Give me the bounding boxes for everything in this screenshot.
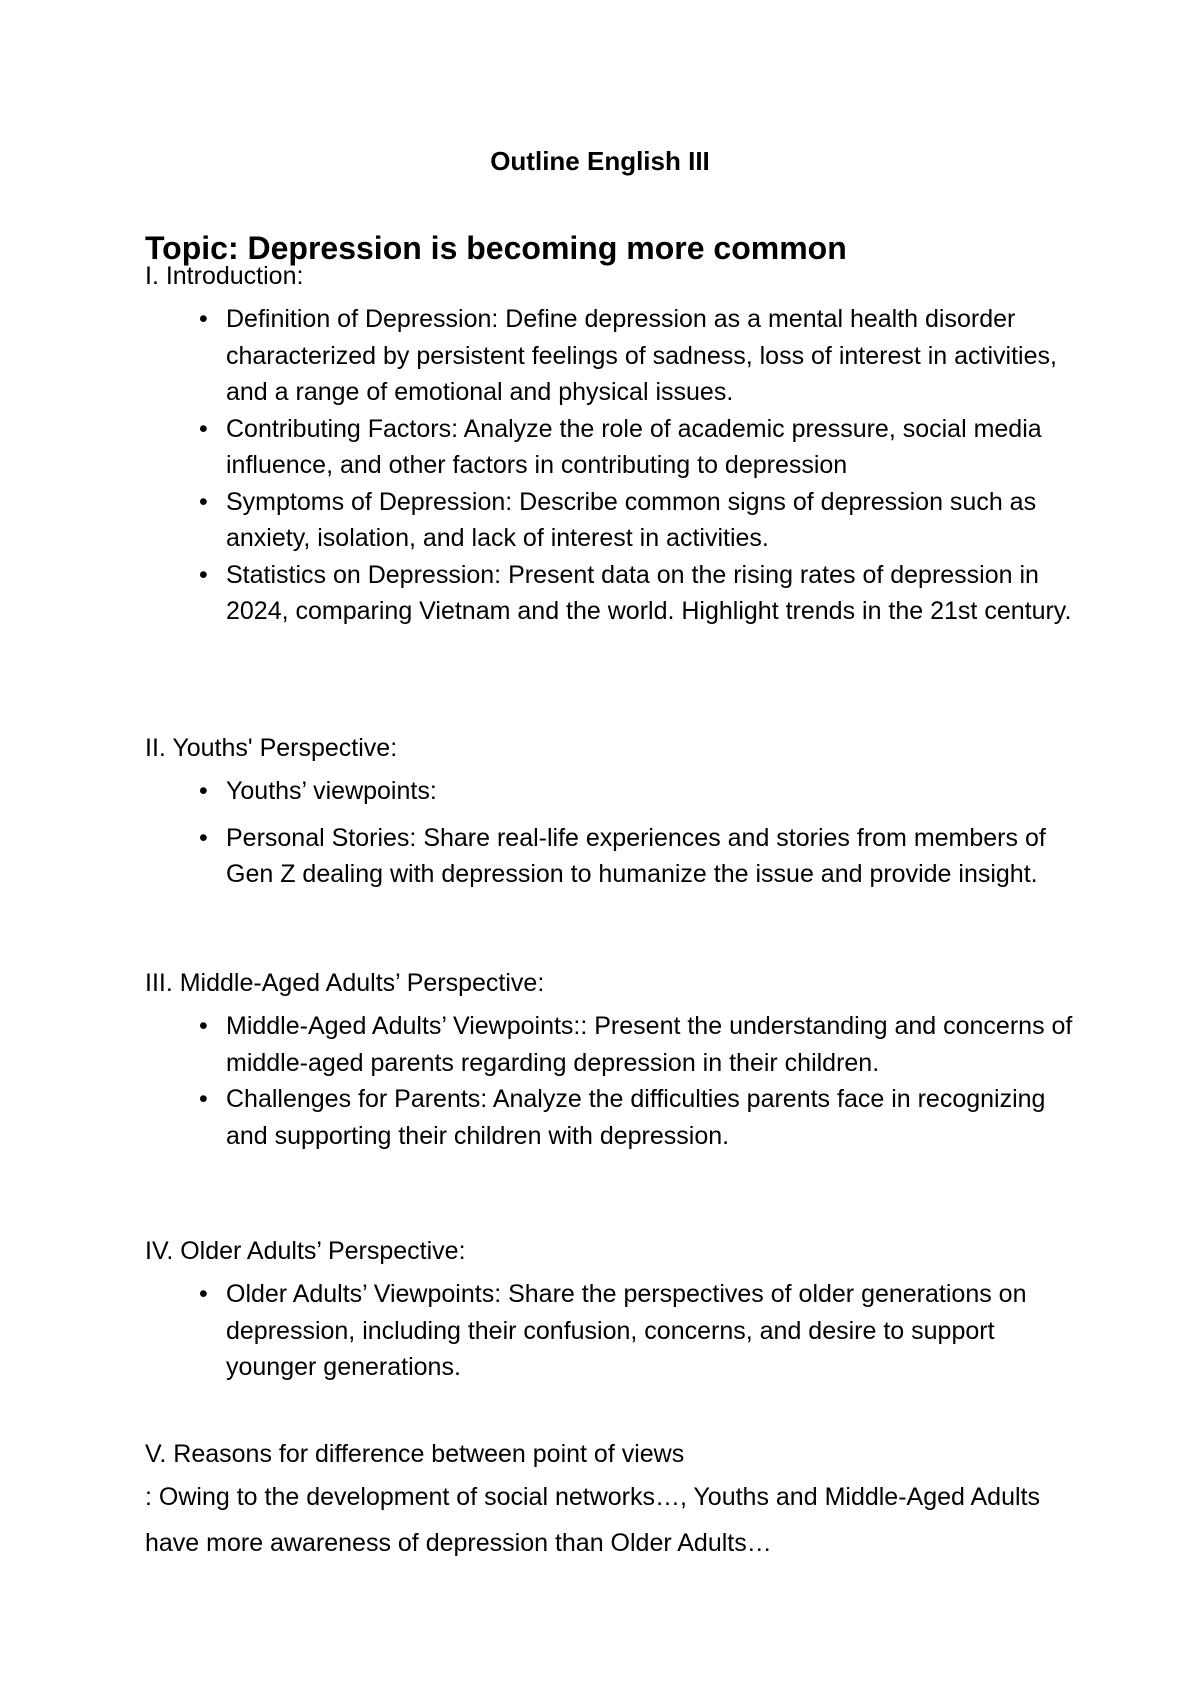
bullet-icon: •	[199, 487, 208, 516]
bullet-text: Middle-Aged Adults’ Viewpoints:: Present the understanding and concerns of middle-aged parents regarding depression in their children.	[226, 1012, 1073, 1077]
bullet-icon: •	[199, 414, 208, 443]
bullet-icon: •	[199, 1085, 208, 1113]
youths-bullet-list	[199, 773, 1079, 893]
bullet-text: Symptoms of Depression: Describe common signs of depression such as anxiety, isolation, and lack of interest in activities.	[226, 487, 1037, 552]
section-heading-reasons: V. Reasons for difference between point of views	[145, 1440, 685, 1468]
bullet-text: Youths’ viewpoints:	[226, 777, 437, 805]
list-item	[199, 411, 1079, 484]
list-item	[199, 773, 1079, 810]
list-item	[199, 820, 1079, 893]
list-item	[199, 1008, 1079, 1081]
bullet-icon: •	[199, 823, 208, 852]
bullet-icon: •	[199, 1280, 208, 1308]
bullet-text: Contributing Factors: Analyze the role of academic pressure, social media influence, and other factors in contributing to depression	[226, 414, 1042, 479]
topic-heading: Topic: Depression is becoming more common	[145, 230, 847, 266]
bullet-icon: •	[199, 560, 208, 589]
list-item	[199, 1276, 1079, 1386]
section-heading-older-adults: IV. Older Adults’ Perspective:	[145, 1237, 466, 1265]
section-heading-middle-aged: III. Middle-Aged Adults’ Perspective:	[145, 969, 545, 997]
bullet-text: Personal Stories: Share real-life experiences and stories from members of Gen Z dealing with depression to humanize the issue and provide insight.	[226, 823, 1046, 888]
list-item	[199, 557, 1079, 630]
bullet-icon: •	[199, 777, 208, 805]
section-heading-youths: II. Youths' Perspective:	[145, 734, 398, 762]
bullet-text: Older Adults’ Viewpoints: Share the perspectives of older generations on depression, including their confusion, concerns, and desire to support younger generations.	[226, 1280, 1027, 1381]
bullet-icon: •	[199, 1012, 208, 1040]
document-title: Outline English III	[490, 146, 710, 176]
bullet-text: Statistics on Depression: Present data on the rising rates of depression in 2024, comparing Vietnam and the world. Highlight trends in the 21st century.	[226, 560, 1072, 625]
bullet-icon: •	[199, 305, 208, 333]
middle-aged-bullet-list	[199, 1008, 1079, 1154]
section-heading-introduction: I. Introduction:	[145, 262, 304, 290]
introduction-bullet-list	[199, 301, 1079, 630]
list-item	[199, 301, 1079, 411]
conclusion-paragraph: : Owing to the development of social networks…, Youths and Middle-Aged Adults have more awareness of depression than Older Adults…	[145, 1483, 1040, 1557]
list-item	[199, 1081, 1079, 1154]
bullet-text: Definition of Depression: Define depression as a mental health disorder characterized by persistent feelings of sadness, loss of interest in activities, and a range of emotional and physical issues.	[226, 305, 1057, 406]
list-item	[199, 484, 1079, 557]
older-adults-bullet-list	[199, 1276, 1079, 1386]
bullet-text: Challenges for Parents: Analyze the difficulties parents face in recognizing and supporting their children with depression.	[226, 1085, 1046, 1150]
